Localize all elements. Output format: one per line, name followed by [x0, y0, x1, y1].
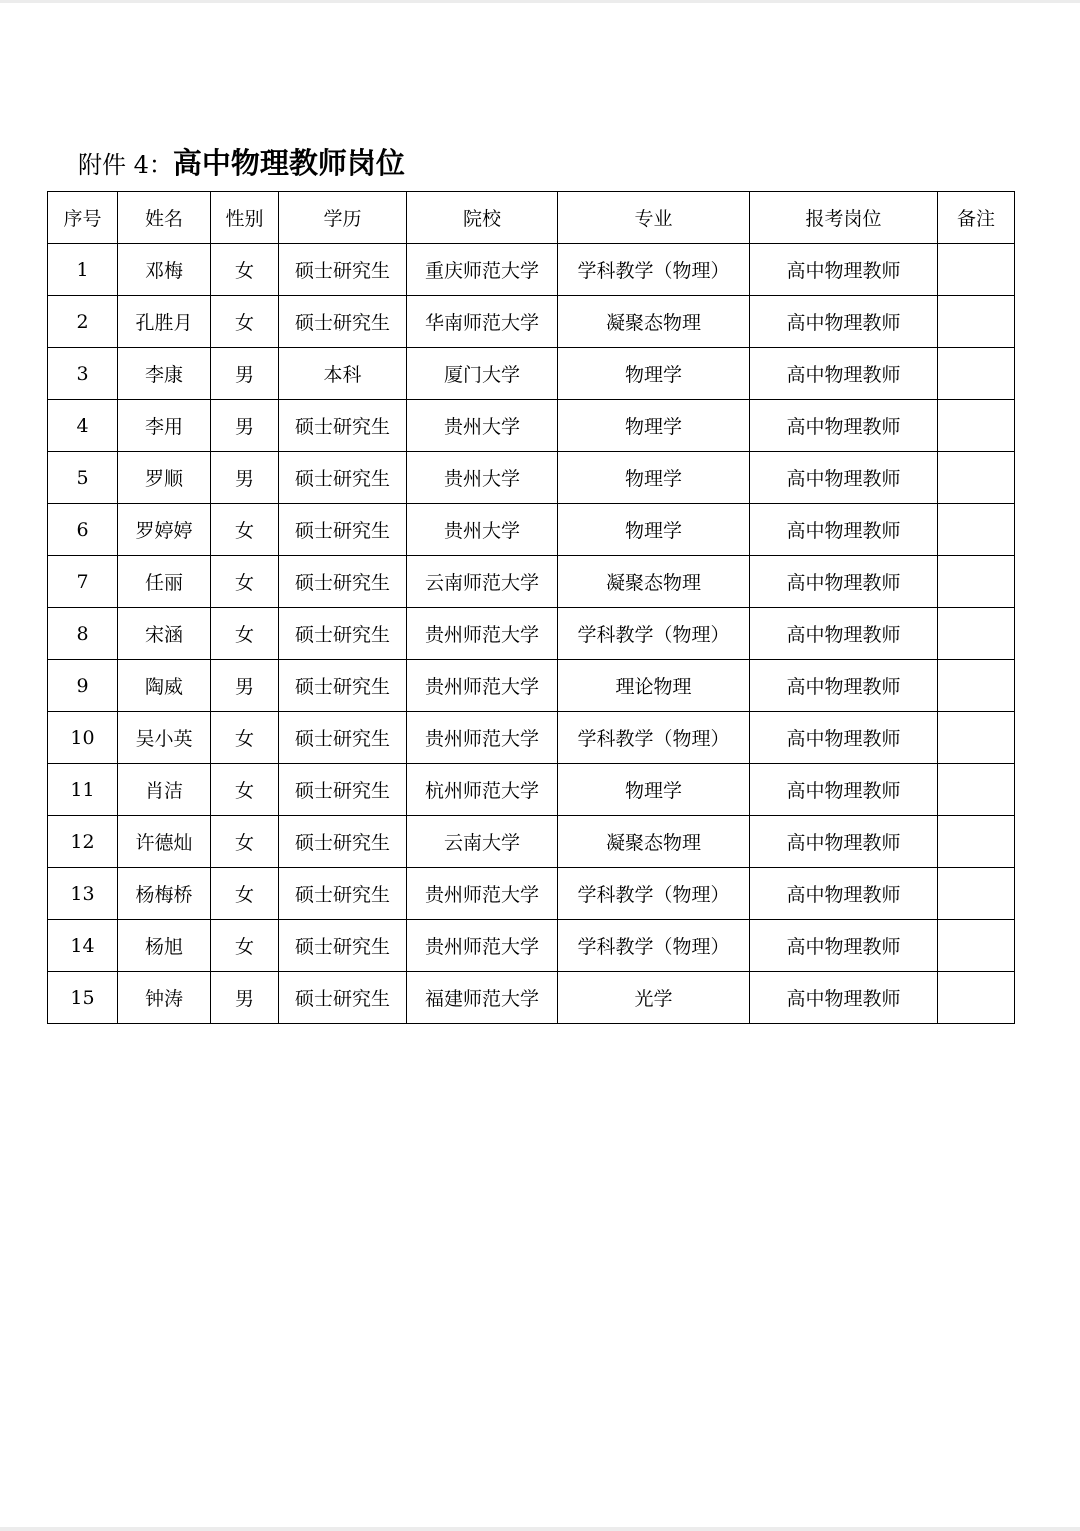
cell-remarks [938, 816, 1015, 868]
cell-remarks [938, 296, 1015, 348]
cell-gender: 女 [211, 712, 279, 764]
document-heading [78, 143, 405, 183]
cell-education: 硕士研究生 [279, 608, 407, 660]
cell-index: 11 [48, 764, 118, 816]
cell-school: 云南师范大学 [407, 556, 558, 608]
cell-education: 硕士研究生 [279, 504, 407, 556]
cell-education: 硕士研究生 [279, 868, 407, 920]
cell-education: 本科 [279, 348, 407, 400]
column-header-major: 专业 [558, 192, 750, 244]
cell-index: 5 [48, 452, 118, 504]
cell-name: 李用 [118, 400, 211, 452]
cell-index: 10 [48, 712, 118, 764]
cell-name: 孔胜月 [118, 296, 211, 348]
cell-index: 7 [48, 556, 118, 608]
table-row [48, 660, 1015, 712]
cell-school: 贵州师范大学 [407, 712, 558, 764]
table-row [48, 556, 1015, 608]
cell-school: 杭州师范大学 [407, 764, 558, 816]
table-row [48, 244, 1015, 296]
cell-remarks [938, 400, 1015, 452]
cell-education: 硕士研究生 [279, 296, 407, 348]
cell-major: 物理学 [558, 348, 750, 400]
cell-gender: 男 [211, 972, 279, 1024]
column-header-position: 报考岗位 [750, 192, 938, 244]
table-row [48, 972, 1015, 1024]
cell-name: 宋涵 [118, 608, 211, 660]
cell-gender: 男 [211, 348, 279, 400]
cell-gender: 男 [211, 400, 279, 452]
table-row [48, 504, 1015, 556]
cell-name: 任丽 [118, 556, 211, 608]
cell-major: 理论物理 [558, 660, 750, 712]
cell-index: 12 [48, 816, 118, 868]
cell-gender: 女 [211, 868, 279, 920]
cell-index: 13 [48, 868, 118, 920]
cell-position: 高中物理教师 [750, 608, 938, 660]
cell-school: 华南师范大学 [407, 296, 558, 348]
cell-name: 罗婷婷 [118, 504, 211, 556]
cell-position: 高中物理教师 [750, 296, 938, 348]
page-bottom-edge [0, 1527, 1080, 1531]
cell-school: 贵州师范大学 [407, 608, 558, 660]
cell-major: 凝聚态物理 [558, 296, 750, 348]
cell-gender: 女 [211, 920, 279, 972]
cell-name: 肖洁 [118, 764, 211, 816]
cell-gender: 女 [211, 764, 279, 816]
cell-remarks [938, 556, 1015, 608]
cell-remarks [938, 608, 1015, 660]
cell-school: 贵州师范大学 [407, 868, 558, 920]
cell-gender: 女 [211, 244, 279, 296]
cell-education: 硕士研究生 [279, 920, 407, 972]
cell-school: 厦门大学 [407, 348, 558, 400]
cell-name: 杨梅桥 [118, 868, 211, 920]
cell-major: 物理学 [558, 504, 750, 556]
table-row [48, 712, 1015, 764]
cell-school: 云南大学 [407, 816, 558, 868]
cell-major: 光学 [558, 972, 750, 1024]
attachment-label: 附件 4： [78, 151, 173, 179]
table-row [48, 348, 1015, 400]
cell-major: 物理学 [558, 452, 750, 504]
cell-education: 硕士研究生 [279, 452, 407, 504]
cell-index: 4 [48, 400, 118, 452]
table-row [48, 764, 1015, 816]
cell-index: 14 [48, 920, 118, 972]
cell-school: 贵州大学 [407, 504, 558, 556]
cell-gender: 女 [211, 556, 279, 608]
table-body [48, 244, 1015, 1024]
cell-education: 硕士研究生 [279, 764, 407, 816]
cell-gender: 女 [211, 816, 279, 868]
cell-major: 凝聚态物理 [558, 816, 750, 868]
table-row [48, 400, 1015, 452]
table-row [48, 608, 1015, 660]
cell-position: 高中物理教师 [750, 660, 938, 712]
column-header-school: 院校 [407, 192, 558, 244]
cell-name: 陶威 [118, 660, 211, 712]
cell-position: 高中物理教师 [750, 504, 938, 556]
cell-remarks [938, 972, 1015, 1024]
cell-index: 3 [48, 348, 118, 400]
column-header-name: 姓名 [118, 192, 211, 244]
table-row [48, 452, 1015, 504]
cell-education: 硕士研究生 [279, 400, 407, 452]
cell-index: 6 [48, 504, 118, 556]
table-row [48, 920, 1015, 972]
column-header-index: 序号 [48, 192, 118, 244]
cell-index: 15 [48, 972, 118, 1024]
cell-major: 物理学 [558, 764, 750, 816]
cell-position: 高中物理教师 [750, 920, 938, 972]
cell-name: 罗顺 [118, 452, 211, 504]
cell-position: 高中物理教师 [750, 972, 938, 1024]
cell-school: 贵州师范大学 [407, 920, 558, 972]
cell-remarks [938, 452, 1015, 504]
cell-remarks [938, 920, 1015, 972]
cell-gender: 女 [211, 504, 279, 556]
cell-remarks [938, 712, 1015, 764]
cell-position: 高中物理教师 [750, 400, 938, 452]
cell-education: 硕士研究生 [279, 244, 407, 296]
cell-school: 贵州大学 [407, 400, 558, 452]
table-row [48, 296, 1015, 348]
cell-education: 硕士研究生 [279, 660, 407, 712]
cell-major: 学科教学（物理） [558, 608, 750, 660]
column-header-education: 学历 [279, 192, 407, 244]
candidate-table [47, 191, 1015, 1024]
cell-remarks [938, 244, 1015, 296]
cell-remarks [938, 868, 1015, 920]
cell-remarks [938, 348, 1015, 400]
cell-position: 高中物理教师 [750, 244, 938, 296]
cell-remarks [938, 660, 1015, 712]
cell-education: 硕士研究生 [279, 712, 407, 764]
table-header-row [48, 192, 1015, 244]
cell-gender: 女 [211, 296, 279, 348]
cell-position: 高中物理教师 [750, 764, 938, 816]
cell-major: 学科教学（物理） [558, 712, 750, 764]
cell-major: 学科教学（物理） [558, 244, 750, 296]
cell-position: 高中物理教师 [750, 452, 938, 504]
cell-position: 高中物理教师 [750, 348, 938, 400]
cell-major: 学科教学（物理） [558, 868, 750, 920]
cell-index: 9 [48, 660, 118, 712]
cell-gender: 男 [211, 660, 279, 712]
cell-name: 钟涛 [118, 972, 211, 1024]
cell-education: 硕士研究生 [279, 816, 407, 868]
cell-major: 物理学 [558, 400, 750, 452]
cell-position: 高中物理教师 [750, 712, 938, 764]
page-top-edge [0, 0, 1080, 3]
column-header-gender: 性别 [211, 192, 279, 244]
cell-major: 凝聚态物理 [558, 556, 750, 608]
cell-name: 李康 [118, 348, 211, 400]
cell-name: 许德灿 [118, 816, 211, 868]
cell-education: 硕士研究生 [279, 556, 407, 608]
column-header-remarks: 备注 [938, 192, 1015, 244]
cell-name: 吴小英 [118, 712, 211, 764]
cell-position: 高中物理教师 [750, 556, 938, 608]
cell-school: 贵州师范大学 [407, 660, 558, 712]
cell-school: 贵州大学 [407, 452, 558, 504]
cell-name: 杨旭 [118, 920, 211, 972]
cell-position: 高中物理教师 [750, 868, 938, 920]
cell-index: 1 [48, 244, 118, 296]
cell-position: 高中物理教师 [750, 816, 938, 868]
cell-education: 硕士研究生 [279, 972, 407, 1024]
cell-major: 学科教学（物理） [558, 920, 750, 972]
cell-remarks [938, 504, 1015, 556]
table-row [48, 868, 1015, 920]
table-row [48, 816, 1015, 868]
cell-school: 重庆师范大学 [407, 244, 558, 296]
cell-gender: 女 [211, 608, 279, 660]
cell-index: 2 [48, 296, 118, 348]
cell-school: 福建师范大学 [407, 972, 558, 1024]
cell-gender: 男 [211, 452, 279, 504]
cell-name: 邓梅 [118, 244, 211, 296]
page-title: 高中物理教师岗位 [172, 146, 405, 180]
cell-remarks [938, 764, 1015, 816]
cell-index: 8 [48, 608, 118, 660]
